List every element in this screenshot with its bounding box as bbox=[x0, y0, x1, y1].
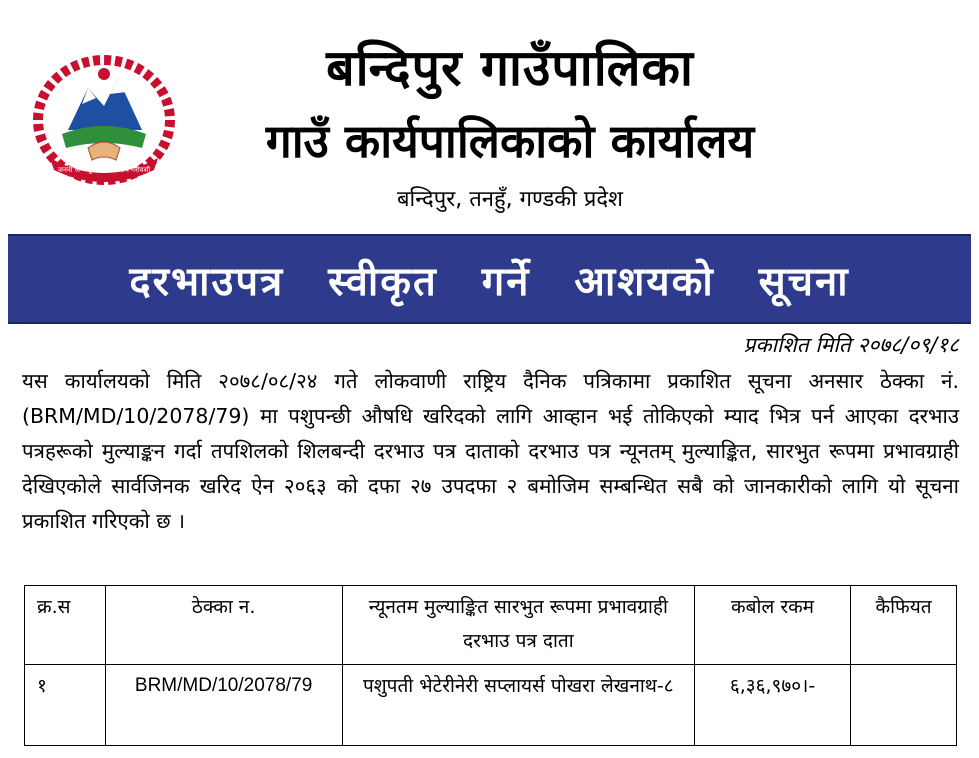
cell-remarks bbox=[851, 665, 957, 746]
bid-table bbox=[24, 585, 957, 746]
notice-banner bbox=[8, 234, 971, 324]
notice-body: यस कार्यालयको मिति २०७८/०८/२४ गते लोकवाणी राष्ट्रिय दैनिक पत्रिकामा प्रकाशित सूचना अनसार ठेक्का नं. (BRM/MD/10/2078/79) मा पशुपन्छी औषधि खरिदको लागि आव्हान भई तोकिएको म्याद भित्र पर्न आएका दरभाउ पत्रहरूको मुल्याङ्कन गर्दा तपशिलको शिलबन्दी दरभाउ पत्र दाताको दरभाउ पत्र न्यूनतम् मुल्याङ्कित, सारभुत रूपमा प्रभावग्राही देखिएकोले सार्वजिनक खरिद ऐन २०६३ को दफा २७ उपदफा २ बमोजिम सम्बन्धित सबै को जानकारीको लागि यो सूचना प्रकाशित गरिएको छ । bbox=[22, 369, 959, 533]
cell-sn: १ bbox=[25, 665, 106, 746]
cell-bidder: पशुपती भेटेरीनेरी सप्लायर्स पोखरा लेखनाथ-८ bbox=[342, 665, 694, 746]
office-address: बन्दिपुर, तनहुँ, गण्डकी प्रदेश bbox=[397, 187, 623, 212]
notice-banner-title: दरभाउपत्र स्वीकृत गर्ने आशयको सूचना bbox=[129, 258, 850, 305]
table-header-row bbox=[25, 586, 957, 665]
header-sn: क्र.स bbox=[25, 586, 106, 665]
office-title-line2: गाउँ कार्यपालिकाको कार्यालय bbox=[265, 114, 755, 168]
office-title-line1: बन्दिपुर गाउँपालिका bbox=[326, 39, 694, 97]
header-bidder: न्यूनतम मुल्याङ्कित सारभुत रूपमा प्रभावग्राही दरभाउ पत्र दाता bbox=[342, 586, 694, 665]
header-remarks: कैफियत bbox=[851, 586, 957, 665]
header-amount: कबोल रकम bbox=[695, 586, 851, 665]
published-date: प्रकाशित मिति २०७८/०९/१८ bbox=[743, 333, 959, 357]
table-row bbox=[25, 665, 957, 746]
cell-amount: ६,३६,९७०।- bbox=[695, 665, 851, 746]
nepal-government-emblem-icon bbox=[30, 48, 178, 188]
header-contract-no: ठेक्का न. bbox=[105, 586, 342, 665]
cell-contract-no: BRM/MD/10/2078/79 bbox=[105, 665, 342, 746]
svg-text:जननी जन्मभूमिश्च स्वर्गादपि गर: जननी जन्मभूमिश्च स्वर्गादपि गरीयसी bbox=[57, 166, 151, 174]
